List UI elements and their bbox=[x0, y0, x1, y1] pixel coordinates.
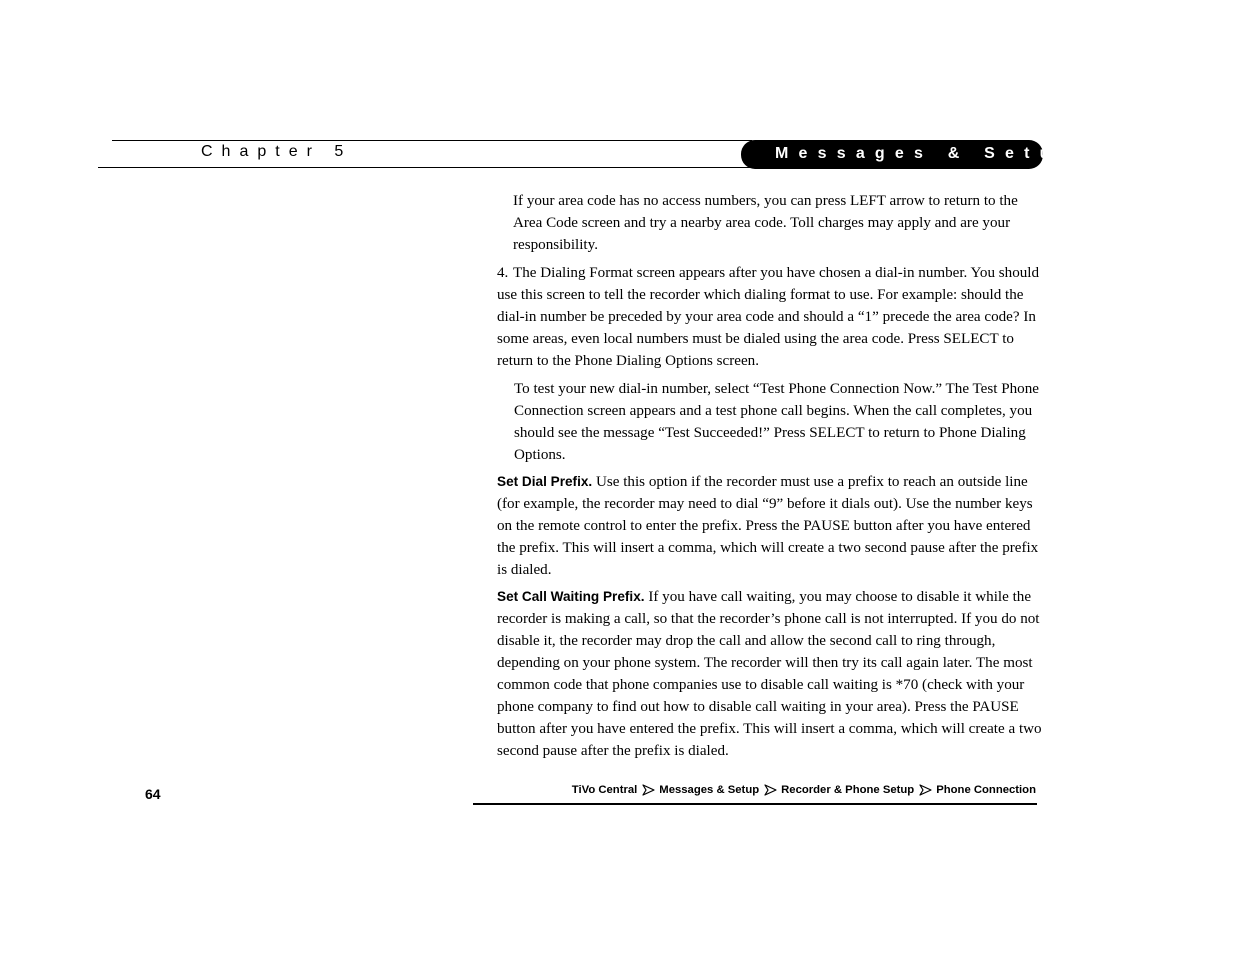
dial-prefix-text: Use this option if the recorder must use a prefix to reach an outside line (for example, the recorder may need to dial “9” before it dials out). Use the number keys on the remote control to enter the prefix. Press the PAUSE button after you have entered the prefix. This will insert a comma, which will create a two second pause after the prefix is dialed. bbox=[497, 474, 1039, 578]
footer-rule bbox=[473, 803, 1037, 805]
dial-prefix-heading: Set Dial Prefix. bbox=[497, 474, 593, 489]
step-number: 4. bbox=[497, 265, 509, 281]
page-number: 64 bbox=[145, 786, 161, 802]
arrow-outline-icon bbox=[642, 784, 655, 796]
paragraph-dialing-format-text: The Dialing Format screen appears after you have chosen a dial-in number. You should use this screen to tell the recorder which dialing format to use. For example: should the dial-in number be preceded by your area code and should a “1” precede the area code? In some areas, even local numbers must be dialed using the area code. Press SELECT to return to the Phone Dialing Options screen. bbox=[497, 265, 1040, 369]
paragraph-area-code: If your area code has no access numbers, you can press LEFT arrow to return to the Area Code screen and try a nearby area code. Toll charges may apply and are your responsibility. bbox=[513, 193, 1018, 253]
breadcrumb-item: Phone Connection bbox=[936, 784, 1036, 796]
header-bottom-rule bbox=[98, 167, 752, 168]
arrow-outline-icon bbox=[919, 784, 932, 796]
section-title: Messages & Setup bbox=[775, 145, 1080, 162]
breadcrumb-item: Recorder & Phone Setup bbox=[781, 784, 915, 796]
paragraph-dialing-format bbox=[497, 262, 1043, 372]
paragraph-call-waiting bbox=[497, 586, 1043, 762]
breadcrumb-item: TiVo Central bbox=[571, 784, 638, 796]
breadcrumb-item: Messages & Setup bbox=[659, 784, 760, 796]
paragraph-dial-prefix bbox=[497, 471, 1043, 581]
section-title-tab bbox=[741, 140, 1080, 169]
call-waiting-heading: Set Call Waiting Prefix. bbox=[497, 589, 645, 604]
chapter-label: Chapter 5 bbox=[201, 143, 353, 160]
header-top-rule bbox=[112, 140, 752, 141]
call-waiting-text: If you have call waiting, you may choose to disable it while the recorder is making a call, so that the recorder’s phone call is not interrupted. If you do not disable it, the recorder may drop the call and allow the second call to ring through, depending on your phone system. The recorder will then try its call again later. The most common code that phone companies use to disable call waiting is *70 (check with your phone company to find out how to disable call waiting in your area). Press the PAUSE button after you have entered the prefix. This will insert a comma, which will create a two second pause after the prefix is dialed. bbox=[497, 589, 1042, 759]
arrow-outline-icon bbox=[764, 784, 777, 796]
paragraph-test-connection: To test your new dial-in number, select “Test Phone Connection Now.” The Test Phone Connection screen appears and a test phone call begins. When the call completes, you should see the message “Test Succeeded!” Press SELECT to return to Phone Dialing Options. bbox=[514, 381, 1039, 463]
breadcrumb bbox=[572, 784, 1036, 796]
